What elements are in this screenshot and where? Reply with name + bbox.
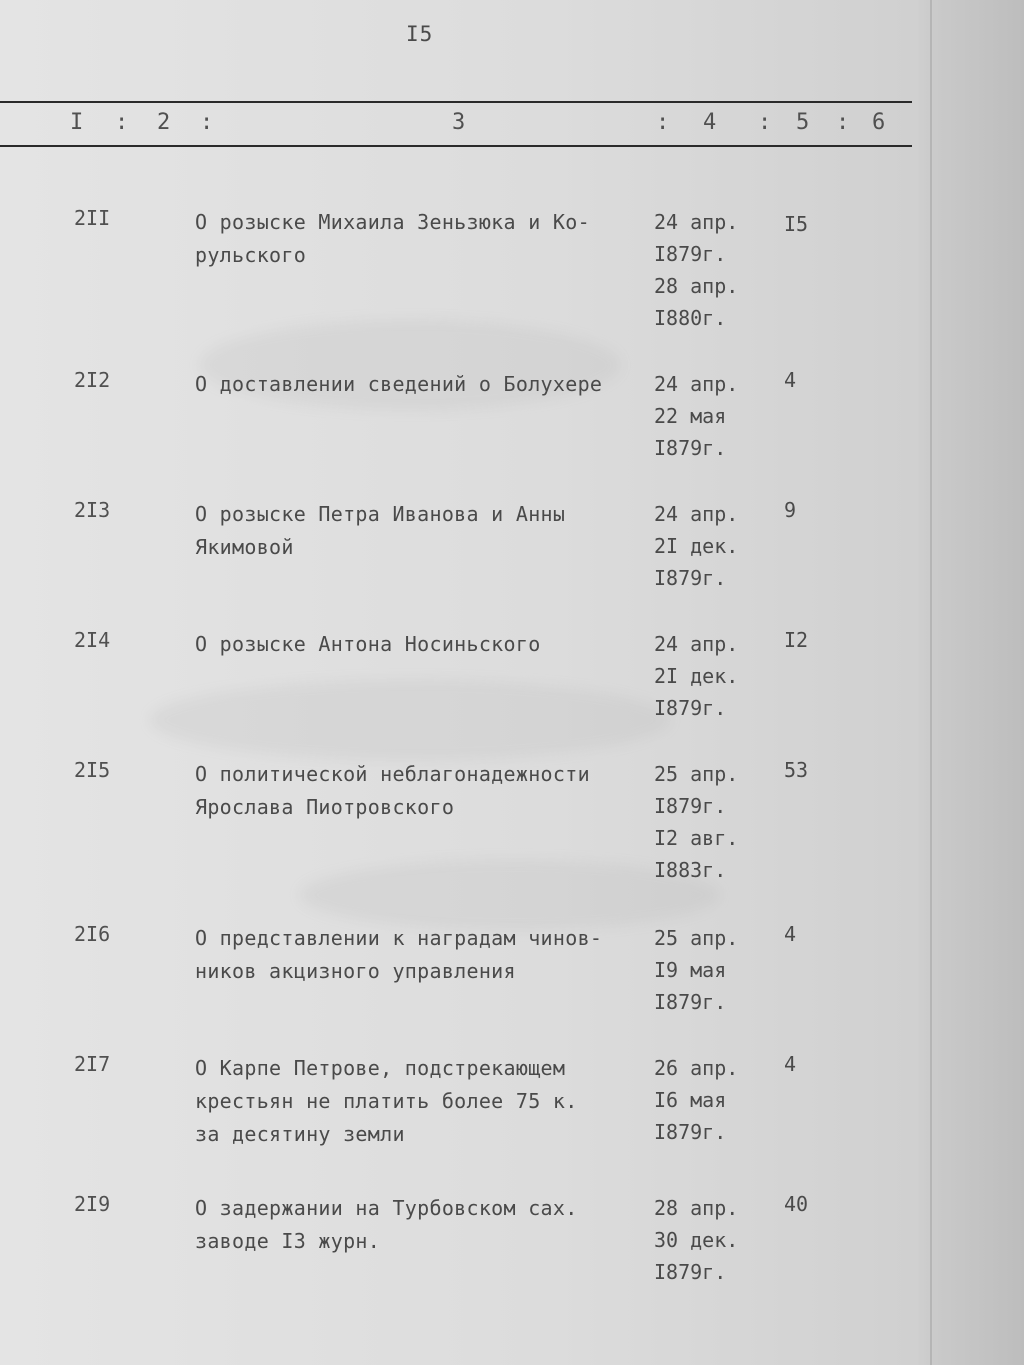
- entry-title-line: заводе I3 журн.: [195, 1229, 381, 1253]
- entry-date-line: I9 мая: [654, 958, 727, 982]
- page-edge-line: [930, 0, 932, 1365]
- paper-stain: [150, 680, 670, 760]
- entry-sheet-count: 9: [784, 498, 797, 522]
- column-separator: :: [836, 110, 850, 135]
- entry-title-line: ников акцизного управления: [195, 959, 516, 983]
- entry-date-line: I879г.: [654, 794, 727, 818]
- entry-title-line: О представлении к наградам чинов-: [195, 926, 603, 950]
- entry-dates: [654, 1052, 738, 1148]
- entry-date-line: I6 мая: [654, 1088, 727, 1112]
- page-number: I5: [406, 22, 434, 46]
- entry-dates: [654, 498, 738, 594]
- entry-dates: [654, 206, 738, 334]
- entry-title-line: О задержании на Турбовском сах.: [195, 1196, 578, 1220]
- column-separator: :: [200, 110, 214, 135]
- entry-date-line: 26 апр.: [654, 1056, 739, 1080]
- entry-title-line: за десятину земли: [195, 1122, 405, 1146]
- entry-date-line: 24 апр.: [654, 502, 739, 526]
- entry-date-line: I879г.: [654, 1260, 727, 1284]
- entry-date-line: 28 апр.: [654, 1196, 739, 1220]
- header-rule-top: [0, 101, 912, 103]
- entry-number: 2I4: [74, 628, 111, 652]
- entry-date-line: I2 авг.: [654, 826, 739, 850]
- entry-title-line: О доставлении сведений о Болухере: [195, 372, 603, 396]
- column-number-4: 4: [703, 110, 717, 135]
- column-separator: :: [758, 110, 772, 135]
- entry-date-line: 24 апр.: [654, 632, 739, 656]
- entry-title: [195, 628, 645, 661]
- entry-sheet-count: 4: [784, 1052, 797, 1076]
- entry-date-line: I880г.: [654, 306, 727, 330]
- entry-title: [195, 758, 645, 824]
- entry-dates: [654, 628, 738, 724]
- entry-title: [195, 368, 645, 401]
- entry-dates: [654, 922, 738, 1018]
- entry-date-line: 25 апр.: [654, 926, 739, 950]
- column-number-1: I: [70, 110, 84, 135]
- entry-date-line: 2I дек.: [654, 664, 739, 688]
- entry-date-line: I883г.: [654, 858, 727, 882]
- entry-date-line: 24 апр.: [654, 210, 739, 234]
- entry-title: [195, 1052, 645, 1151]
- entry-title: [195, 206, 645, 272]
- entry-date-line: 2I дек.: [654, 534, 739, 558]
- entry-date-line: I879г.: [654, 696, 727, 720]
- column-separator: :: [115, 110, 129, 135]
- entry-number: 2I5: [74, 758, 111, 782]
- column-number-3: 3: [452, 110, 466, 135]
- entry-date-line: 24 апр.: [654, 372, 739, 396]
- entry-title: [195, 922, 645, 988]
- entry-date-line: 22 мая: [654, 404, 727, 428]
- entry-number: 2I2: [74, 368, 111, 392]
- entry-number: 2I6: [74, 922, 111, 946]
- entry-title-line: О Карпе Петрове, подстрекающем: [195, 1056, 566, 1080]
- entry-date-line: I879г.: [654, 436, 727, 460]
- entry-sheet-count: 40: [784, 1192, 809, 1216]
- entry-sheet-count: 4: [784, 922, 797, 946]
- entry-number: 2I7: [74, 1052, 111, 1076]
- entry-date-line: I879г.: [654, 242, 727, 266]
- underlying-page-edge: [918, 0, 1024, 1365]
- entry-number: 2I9: [74, 1192, 111, 1216]
- entry-date-line: 30 дек.: [654, 1228, 739, 1252]
- entry-title: [195, 1192, 645, 1258]
- header-rule-bottom: [0, 145, 912, 147]
- entry-title-line: крестьян не платить более 75 к.: [195, 1089, 578, 1113]
- entry-title-line: рульского: [195, 243, 307, 267]
- entry-date-line: I879г.: [654, 1120, 727, 1144]
- entry-title: [195, 498, 645, 564]
- column-separator: :: [656, 110, 670, 135]
- entry-title-line: О розыске Петра Иванова и Анны: [195, 502, 566, 526]
- entry-title-line: О политической неблагонадежности: [195, 762, 590, 786]
- entry-sheet-count: I5: [784, 212, 809, 236]
- entry-number: 2II: [74, 206, 111, 230]
- column-number-6: 6: [872, 110, 886, 135]
- entry-date-line: 28 апр.: [654, 274, 739, 298]
- column-number-2: 2: [157, 110, 171, 135]
- entry-sheet-count: 4: [784, 368, 797, 392]
- entry-title-line: О розыске Антона Носиньского: [195, 632, 541, 656]
- column-number-5: 5: [796, 110, 810, 135]
- entry-title-line: Ярослава Пиотровского: [195, 795, 455, 819]
- entry-sheet-count: 53: [784, 758, 809, 782]
- entry-dates: [654, 758, 738, 886]
- entry-dates: [654, 368, 738, 464]
- entry-dates: [654, 1192, 738, 1288]
- entry-number: 2I3: [74, 498, 111, 522]
- entry-date-line: I879г.: [654, 990, 727, 1014]
- entry-title-line: Якимовой: [195, 535, 294, 559]
- entry-date-line: 25 апр.: [654, 762, 739, 786]
- entry-date-line: I879г.: [654, 566, 727, 590]
- entry-sheet-count: I2: [784, 628, 809, 652]
- entry-title-line: О розыске Михаила Зеньзюка и Ко-: [195, 210, 590, 234]
